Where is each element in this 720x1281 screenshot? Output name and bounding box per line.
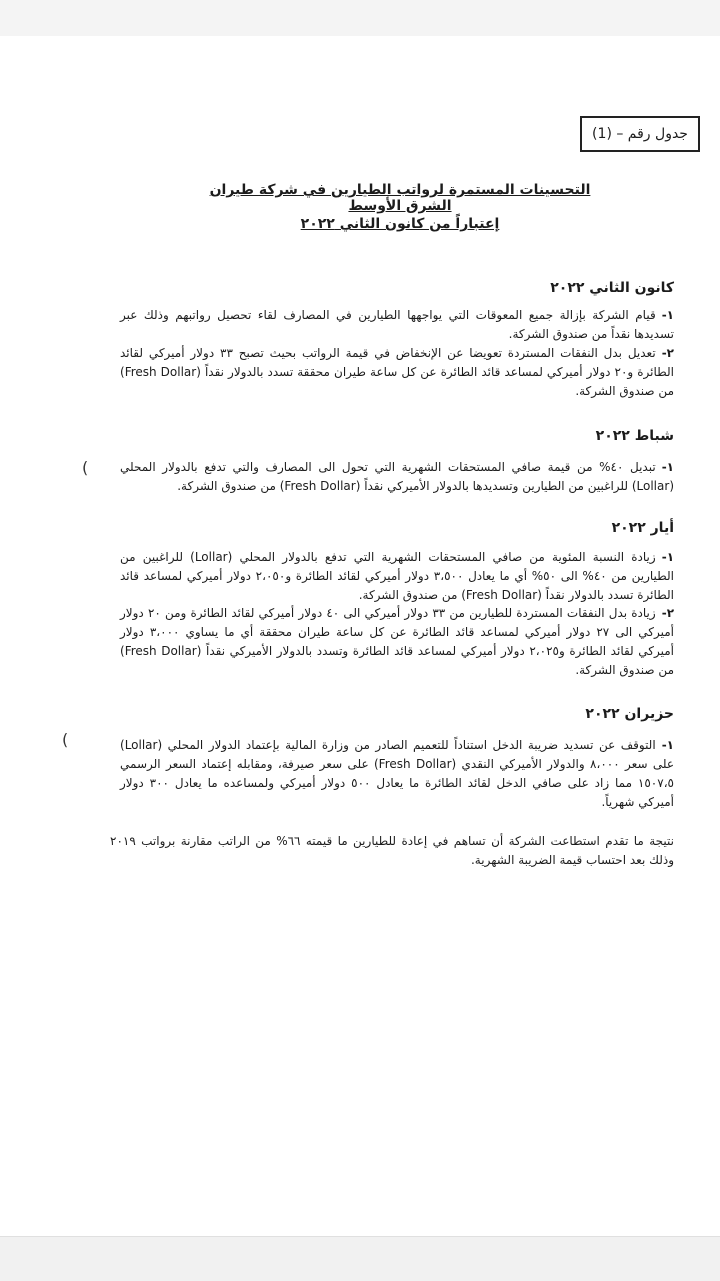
document-subtitle: إعتباراً من كانون الثاني ٢٠٢٢: [300, 216, 500, 232]
section-january-item-1: [120, 306, 674, 344]
item-number: ٢-: [661, 346, 674, 360]
bottom-bar: [0, 1236, 720, 1281]
section-january-item-2: [120, 344, 674, 401]
item-text: قيام الشركة بإزالة جميع المعوقات التي يواجهها الطيارين في المصارف لقاء تحصيل رواتبهم وذلك عبر تسديدها نقداً من صندوق الشركة.: [120, 308, 674, 341]
item-number: ١-: [661, 738, 674, 752]
item-text: التوقف عن تسديد ضريبة الدخل استناداً للتعميم الصادر من وزارة المالية بإعتماد الدولار المحلي (Lollar) على سعر ٨،٠٠٠ والدولار الأميركي النقدي (Fresh Dollar) على سعر صيرفة، ومقابله إعتماد السعر الرسمي ١٥٠٧،٥ مما زاد على صافي الدخل لقائد الطائرة ما يعادل ٥٠٠ دولار أميركي ولمساعده ما يعادل ٣٠٠ دولار أميركي شهرياً.: [120, 738, 675, 809]
item-number: ١-: [661, 308, 674, 322]
section-heading-may: أيار ٢٠٢٢: [611, 520, 674, 536]
document-title: التحسينات المستمرة لرواتب الطيارين في شركة طيران الشرق الأوسط: [209, 182, 591, 214]
margin-bracket-mark: (: [82, 458, 89, 477]
table-number-box: [580, 116, 700, 152]
section-may-item-2: [120, 604, 674, 680]
item-text: تبديل ٤٠% من قيمة صافي المستحقات الشهرية التي تحول الى المصارف والتي تدفع بالدولار المحلي (Lollar) للراغبين من الطيارين وتسديدها بالدولار الأميركي نقداً (Fresh Dollar) من صندوق الشركة.: [120, 460, 674, 493]
item-number: ١-: [661, 460, 674, 474]
section-heading-february: شباط ٢٠٢٢: [595, 428, 674, 444]
section-february-item-1: [120, 458, 674, 496]
conclusion-paragraph: نتيجة ما تقدم استطاعت الشركة أن تساهم في إعادة للطيارين ما قيمته ٦٦% من الراتب مقارنة برواتب ٢٠١٩ وذلك بعد احتساب قيمة الضريبة الشهرية.: [110, 834, 674, 867]
section-june-item-1: [120, 736, 674, 812]
item-text: زيادة بدل النفقات المستردة للطيارين من ٣٣ دولار أميركي الى ٤٠ دولار أميركي لقائد الطائرة ومن ٢٠ دولار أميركي الى ٢٧ دولار أميركي لمساعد قائد الطائرة عن كل ساعة طيران محققة أي ما يساوي ٣،٠٠٠ دولار أميركي لقائد الطائرة و٢،٠٢٥ دولار أميركي لمساعد قائد الطائرة وتسدد بالدولار الأميركي نقداً (Fresh Dollar) من صندوق الشركة.: [120, 606, 675, 677]
section-may-item-1: [120, 548, 674, 605]
top-bar: [0, 0, 720, 37]
margin-bracket-mark: (: [62, 730, 69, 749]
table-number-label: جدول رقم – (1): [592, 126, 688, 142]
item-text: زيادة النسبة المئوية من صافي المستحقات الشهرية التي تدفع بالدولار المحلي (Lollar) للراغبين من الطيارين من ٤٠% الى ٥٠% أي ما يعادل ٣،٥٠٠ دولار أميركي لقائد الطائرة و٢،٠٥٠ دولار أميركي لمساعد قائد الطائرة تسدد بالدولار نقداً (Fresh Dollar) من صندوق الشركة.: [120, 550, 674, 602]
section-heading-june: حزيران ٢٠٢٢: [585, 706, 674, 722]
section-heading-january: كانون الثاني ٢٠٢٢: [550, 280, 674, 296]
item-number: ١-: [661, 550, 675, 564]
item-number: ٢-: [661, 606, 675, 620]
item-text: تعديل بدل النفقات المستردة تعويضا عن الإنخفاض في قيمة الرواتب بحيث تصبح ٣٣ دولار أميركي لقائد الطائرة و٢٠ دولار أميركي لمساعد قائد الطائرة عن كل ساعة طيران محققة تسدد بالدولار نقداً (Fresh Dollar) من صندوق الشركة.: [120, 346, 674, 398]
